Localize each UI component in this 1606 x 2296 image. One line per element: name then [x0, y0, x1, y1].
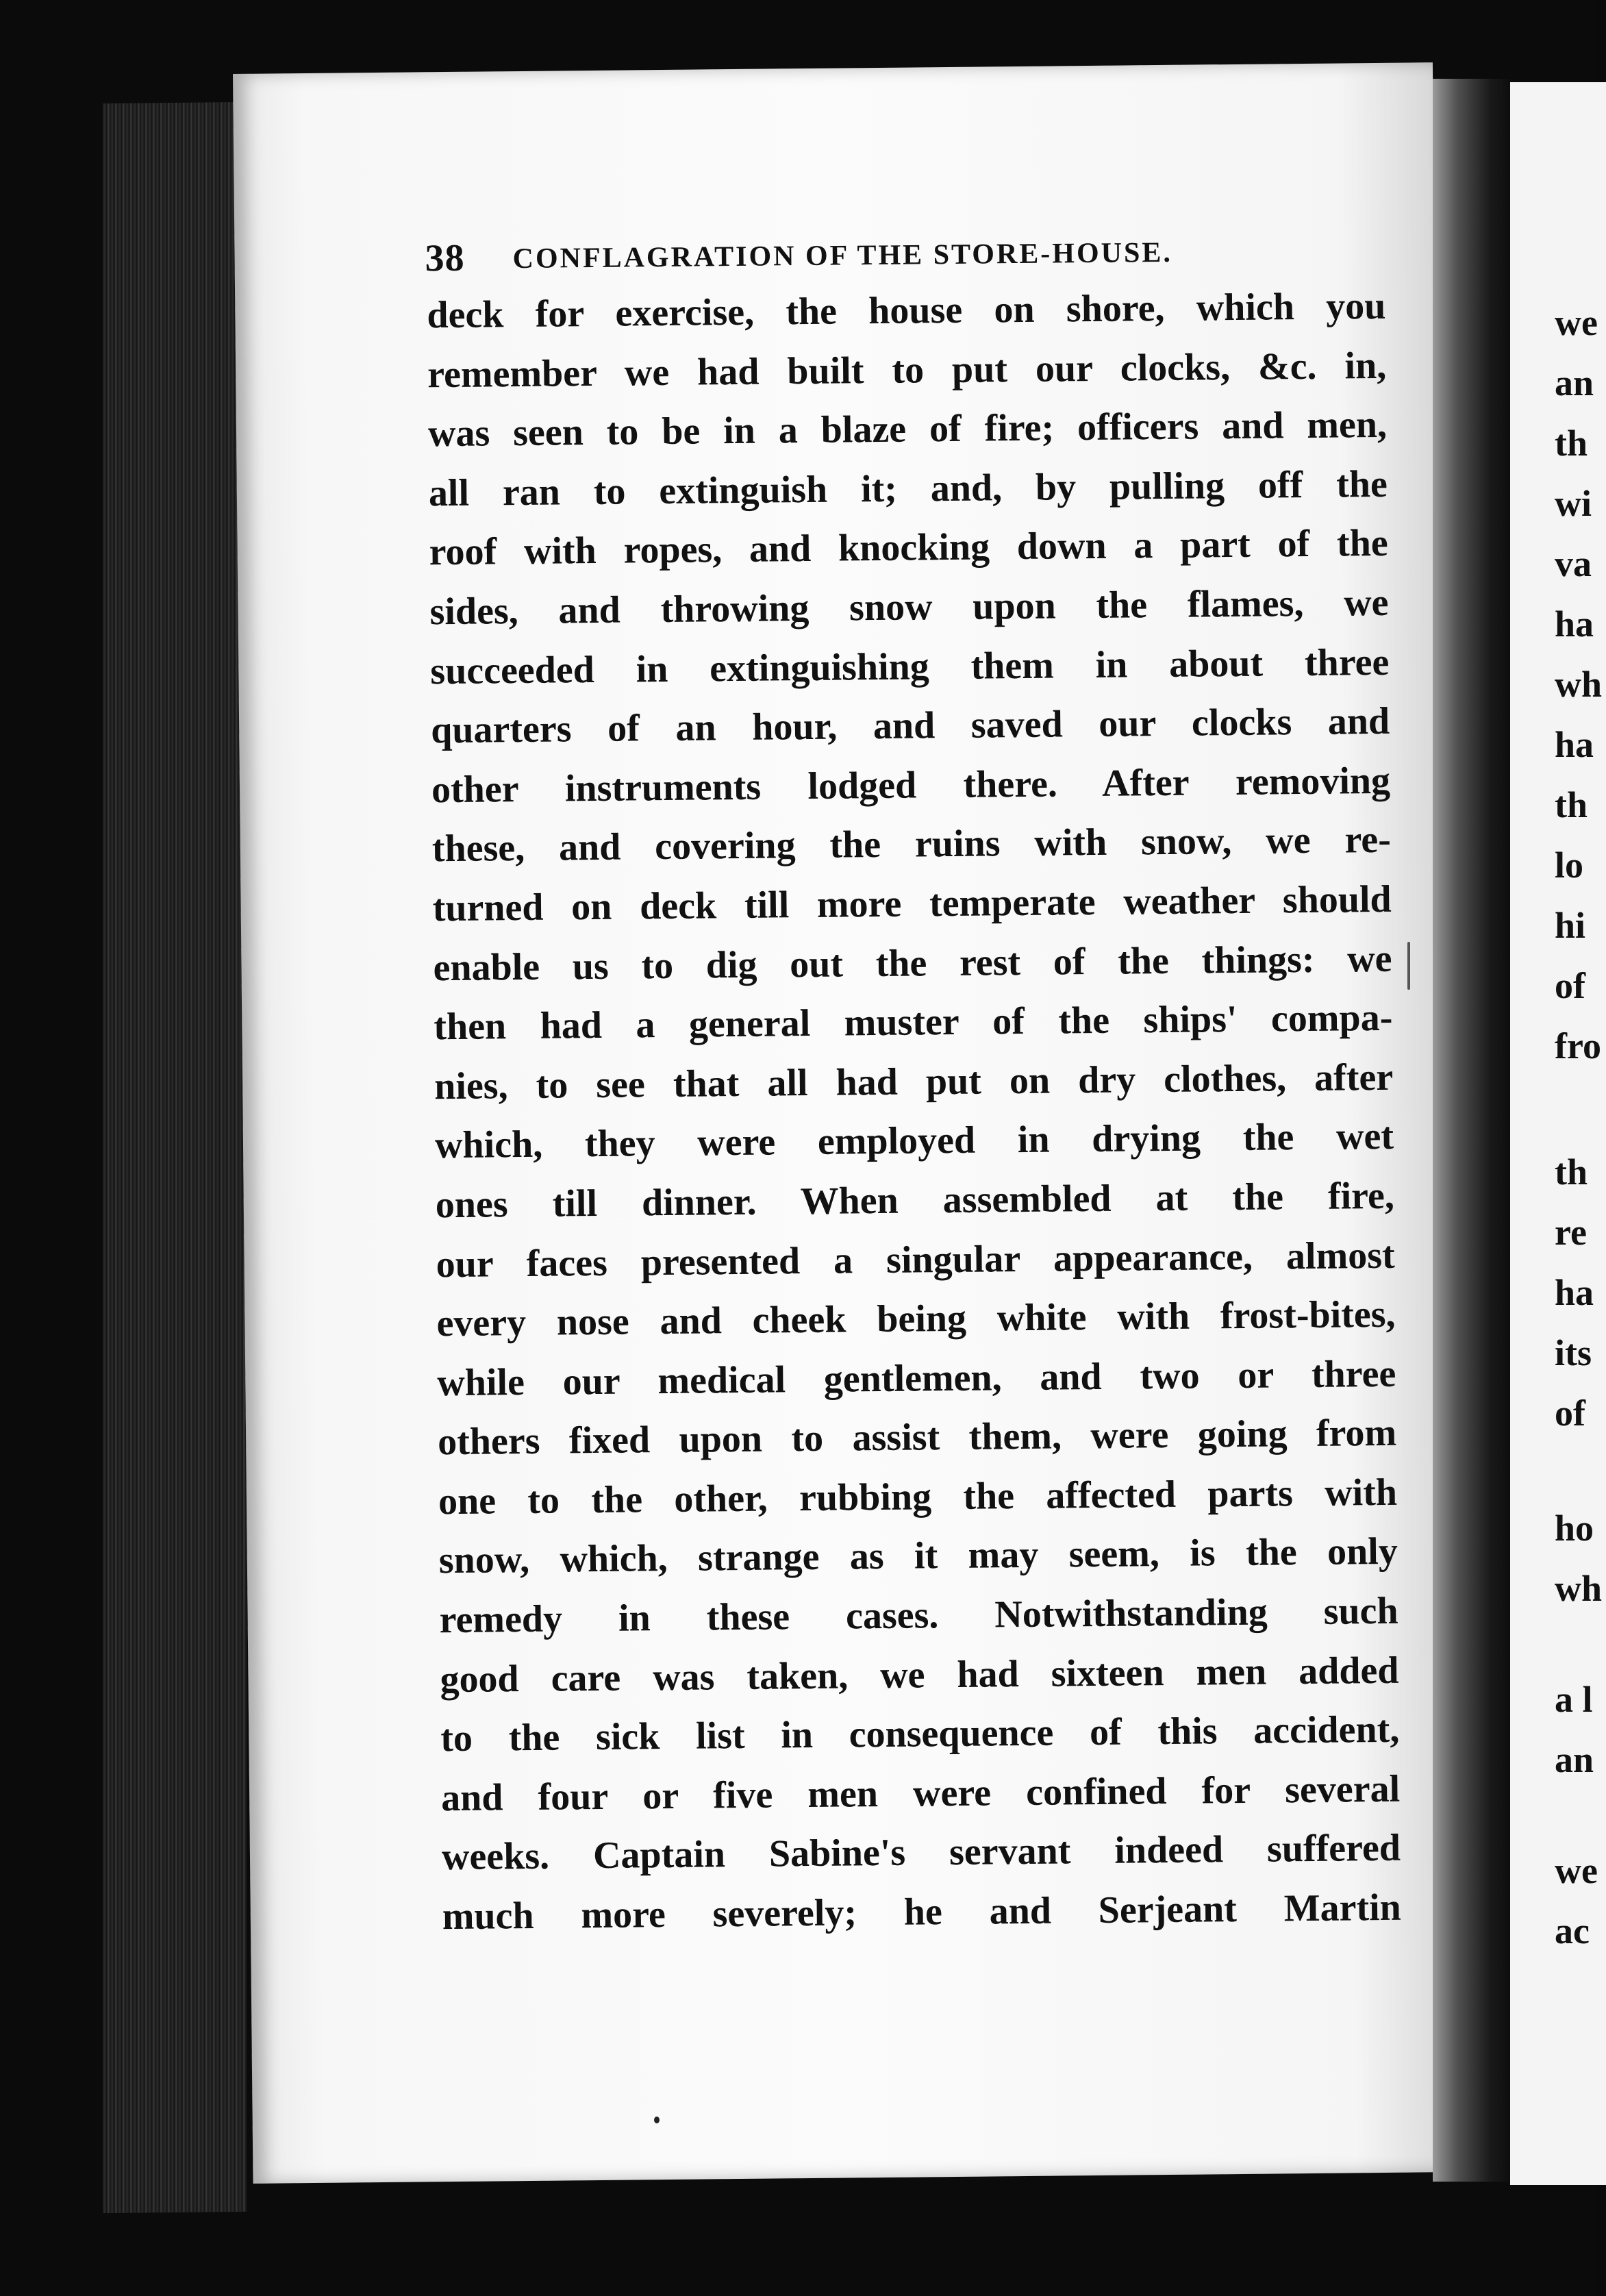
- facing-page-fragment: wi: [1555, 483, 1592, 524]
- text-line: others fixed upon to assist them, were going from: [437, 1412, 1397, 1464]
- dust-mark: [1407, 942, 1410, 990]
- text-line: enable us to dig out the rest of the things: we: [433, 937, 1392, 989]
- book-block-edge: [103, 102, 247, 2213]
- text-line: remember we had built to put our clocks, &c. in,: [427, 344, 1387, 396]
- text-line: roof with ropes, and knocking down a part of the: [429, 522, 1388, 574]
- text-line: these, and covering the ruins with snow, we re-: [431, 819, 1392, 871]
- gutter-shadow: [1433, 79, 1515, 2182]
- text-line: quarters of an hour, and saved our clocks and: [430, 699, 1390, 752]
- text-line: was seen to be in a blaze of fire; officers and men,: [427, 403, 1388, 456]
- dust-speck: [654, 2117, 660, 2123]
- text-line: sides, and throwing snow upon the flames, we: [429, 581, 1389, 634]
- facing-page-fragment: va: [1555, 543, 1592, 584]
- text-line: succeeded in extinguishing them in about three: [430, 640, 1390, 692]
- facing-page-fragment: hi: [1555, 905, 1586, 946]
- facing-page-fragment: we: [1555, 1850, 1598, 1891]
- facing-page-fragment: of: [1555, 965, 1585, 1006]
- text-line: good care was taken, we had sixteen men added: [440, 1649, 1399, 1701]
- facing-page-fragment: ha: [1555, 1272, 1594, 1313]
- text-line: then had a general muster of the ships' compa-: [434, 996, 1393, 1049]
- text-line: one to the other, rubbing the affected parts with: [438, 1471, 1398, 1523]
- text-line: much more severely; he and Serjeant Martin: [442, 1886, 1402, 1938]
- text-line: turned on deck till more temperate weather should: [432, 877, 1392, 930]
- facing-page-fragment: wh: [1555, 1568, 1603, 1609]
- text-line: weeks. Captain Sabine's servant indeed suffered: [441, 1827, 1401, 1879]
- facing-page-fragment: th: [1555, 423, 1588, 464]
- text-line: to the sick list in consequence of this accident,: [440, 1708, 1400, 1760]
- facing-page-fragment: fro: [1555, 1025, 1601, 1066]
- text-line: nies, to see that all had put on dry clothes, after: [434, 1056, 1394, 1108]
- text-line: our faces presented a singular appearance, almost: [436, 1234, 1395, 1286]
- facing-page-fragment: of: [1555, 1393, 1585, 1434]
- text-line: other instruments lodged there. After removing: [431, 759, 1391, 812]
- facing-page-fragment: an: [1555, 1739, 1594, 1780]
- facing-page-fragment: wh: [1555, 664, 1603, 705]
- text-line: snow, which, strange as it may seem, is the only: [438, 1530, 1398, 1582]
- page-number: 38: [425, 236, 465, 280]
- facing-page-fragment: we: [1555, 302, 1598, 343]
- text-line: deck for exercise, the house on shore, which you: [427, 284, 1386, 337]
- facing-page-fragment: lo: [1555, 845, 1584, 886]
- text-line: and four or five men were confined for several: [440, 1767, 1401, 1820]
- facing-page-fragment: th: [1555, 784, 1588, 825]
- facing-page-fragment: an: [1555, 362, 1594, 403]
- running-title: CONFLAGRATION OF THE STORE-HOUSE.: [512, 236, 1173, 275]
- facing-page-fragment: ha: [1555, 603, 1594, 645]
- facing-page-fragment: th: [1555, 1151, 1588, 1193]
- facing-page-fragment: ac: [1555, 1910, 1590, 1951]
- text-line: all ran to extinguish it; and, by pulling off the: [428, 462, 1388, 515]
- facing-page-fragment: ha: [1555, 724, 1594, 765]
- text-line: remedy in these cases. Notwithstanding such: [439, 1589, 1398, 1642]
- book-page: [233, 62, 1453, 2184]
- text-line: while our medical gentlemen, and two or three: [437, 1352, 1396, 1404]
- facing-page-fragment: its: [1555, 1332, 1592, 1373]
- facing-page-fragment: ho: [1555, 1508, 1594, 1549]
- text-line: ones till dinner. When assembled at the fire,: [435, 1174, 1395, 1227]
- facing-page-fragment: a l: [1555, 1679, 1593, 1720]
- body-text: [427, 277, 1401, 1947]
- text-line: every nose and cheek being white with frost-bites,: [436, 1293, 1396, 1345]
- facing-page-fragment: re: [1555, 1212, 1587, 1253]
- text-line: which, they were employed in drying the wet: [434, 1115, 1394, 1167]
